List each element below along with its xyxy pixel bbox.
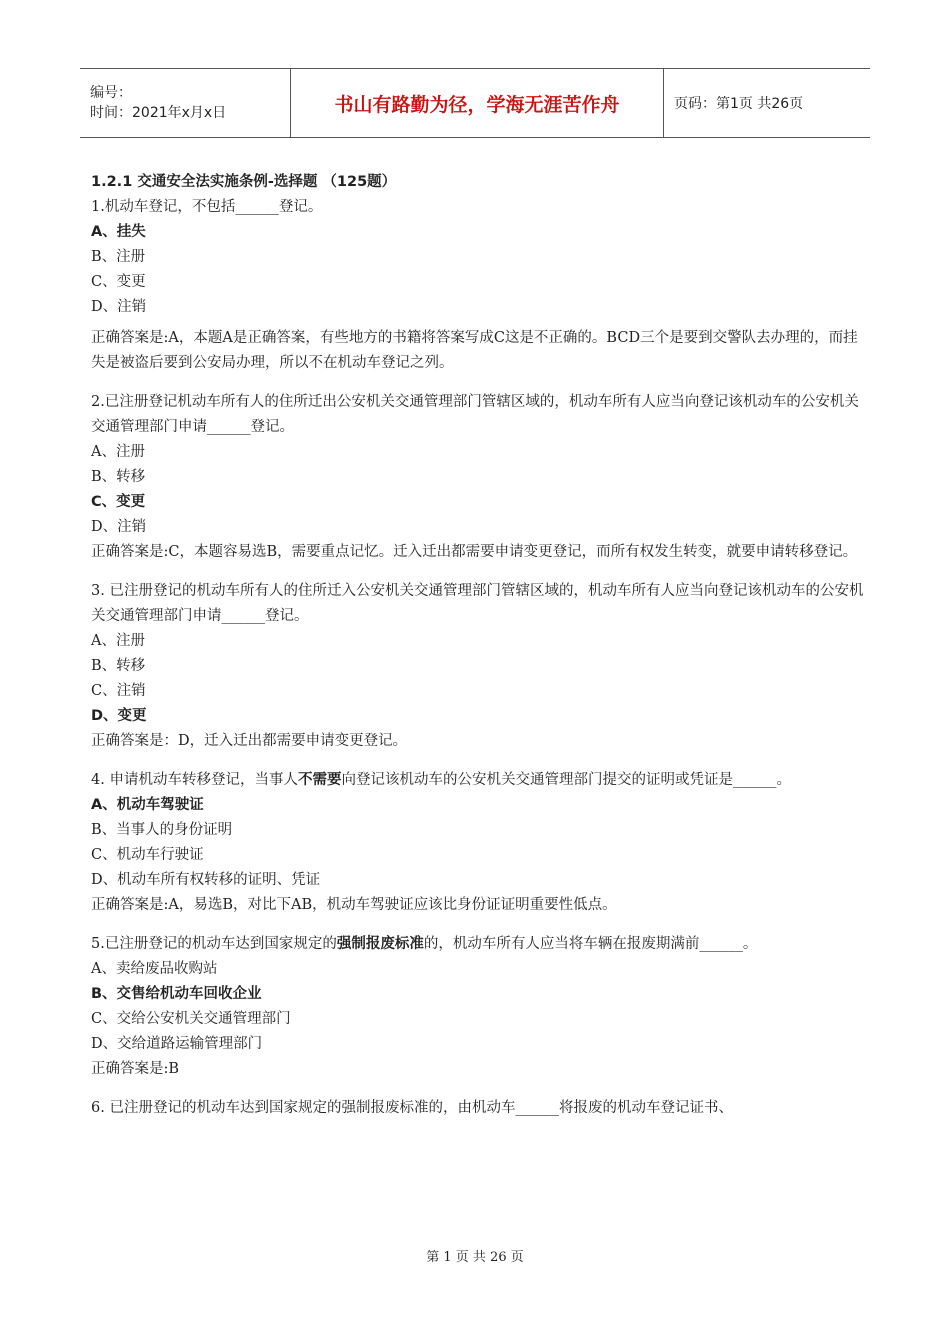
option-d: D、注销 [91,519,147,535]
question-2 [91,390,866,565]
answer-text: 正确答案是:C，本题容易选B，需要重点记忆。迁入迁出都需要申请变更登记，而所有权发生转变，就要申请转移登记。 [91,544,858,560]
option-d: D、变更 [91,708,147,724]
question-3 [91,579,866,754]
question-text-emphasis: 不需要 [297,772,342,788]
option-d: D、机动车所有权转移的证明、凭证 [91,872,321,888]
option-c: C、变更 [91,494,146,510]
section-heading: 1.2.1 交通安全法实施条例-选择题 （125题） [91,174,397,190]
question-text-pre: 5.已注册登记的机动车达到国家规定的 [91,936,337,952]
document-body [91,170,866,1121]
option-a: A、挂失 [91,224,146,240]
question-text-emphasis: 强制报废标准 [336,936,424,952]
header-meta [80,69,291,137]
option-b: B、注册 [91,249,146,265]
option-b: B、转移 [91,469,146,485]
question-text: 2.已注册登记机动车所有人的住所迁出公安机关交通管理部门管辖区域的，机动车所有人应当向登记该机动车的公安机关交通管理部门申请______登记。 [91,394,859,435]
answer-text: 正确答案是:A，易选B，对比下AB，机动车驾驶证应该比身份证证明重要性低点。 [91,897,617,913]
question-text-pre: 4. 申请机动车转移登记，当事人 [91,772,298,788]
question-text: 1.机动车登记，不包括______登记。 [91,199,323,215]
option-c: C、注销 [91,683,146,699]
question-text [91,768,866,793]
option-c: C、交给公安机关交通管理部门 [91,1011,291,1027]
option-d: D、交给道路运输管理部门 [91,1036,263,1052]
time-label: 时间：2021年x月x日 [90,105,227,121]
page-footer: 第 1 页 共 26 页 [426,1250,524,1265]
option-b: B、当事人的身份证明 [91,822,233,838]
question-text: 6. 已注册登记的机动车达到国家规定的强制报废标准的，由机动车______将报废的机动车登记证书、 [91,1100,733,1116]
number-label: 编号： [90,85,132,101]
question-text: 3. 已注册登记的机动车所有人的住所迁入公安机关交通管理部门管辖区域的，机动车所有人应当向登记该机动车的公安机关交通管理部门申请______登记。 [91,583,864,624]
answer-text: 正确答案是：D，迁入迁出都需要申请变更登记。 [91,733,408,749]
option-b: B、转移 [91,658,146,674]
page-header [80,68,870,138]
option-b: B、交售给机动车回收企业 [91,986,262,1002]
question-text-post: 的，机动车所有人应当将车辆在报废期满前______。 [423,936,758,952]
question-6 [91,1096,866,1121]
option-c: C、机动车行驶证 [91,847,204,863]
option-a: A、机动车驾驶证 [91,797,204,813]
option-a: A、卖给废品收购站 [91,961,218,977]
question-text [91,932,866,957]
answer-text: 正确答案是:A，本题A是正确答案，有些地方的书籍将答案写成C这是不正确的。BCD三个是要到交警队去办理的，而挂失是被盗后要到公安局办理，所以不在机动车登记之列。 [91,330,858,371]
header-motto: 书山有路勤为径，学海无涯苦作舟 [291,69,664,137]
answer-text: 正确答案是:B [91,1061,180,1077]
question-1 [91,195,866,376]
option-a: A、注册 [91,444,145,460]
option-c: C、变更 [91,274,146,290]
option-d: D、注销 [91,299,147,315]
question-5 [91,932,866,1082]
question-4 [91,768,866,918]
header-page-info: 页码：第1页 共26页 [674,96,804,112]
option-a: A、注册 [91,633,145,649]
question-text-post: 向登记该机动车的公安机关交通管理部门提交的证明或凭证是______。 [341,772,791,788]
